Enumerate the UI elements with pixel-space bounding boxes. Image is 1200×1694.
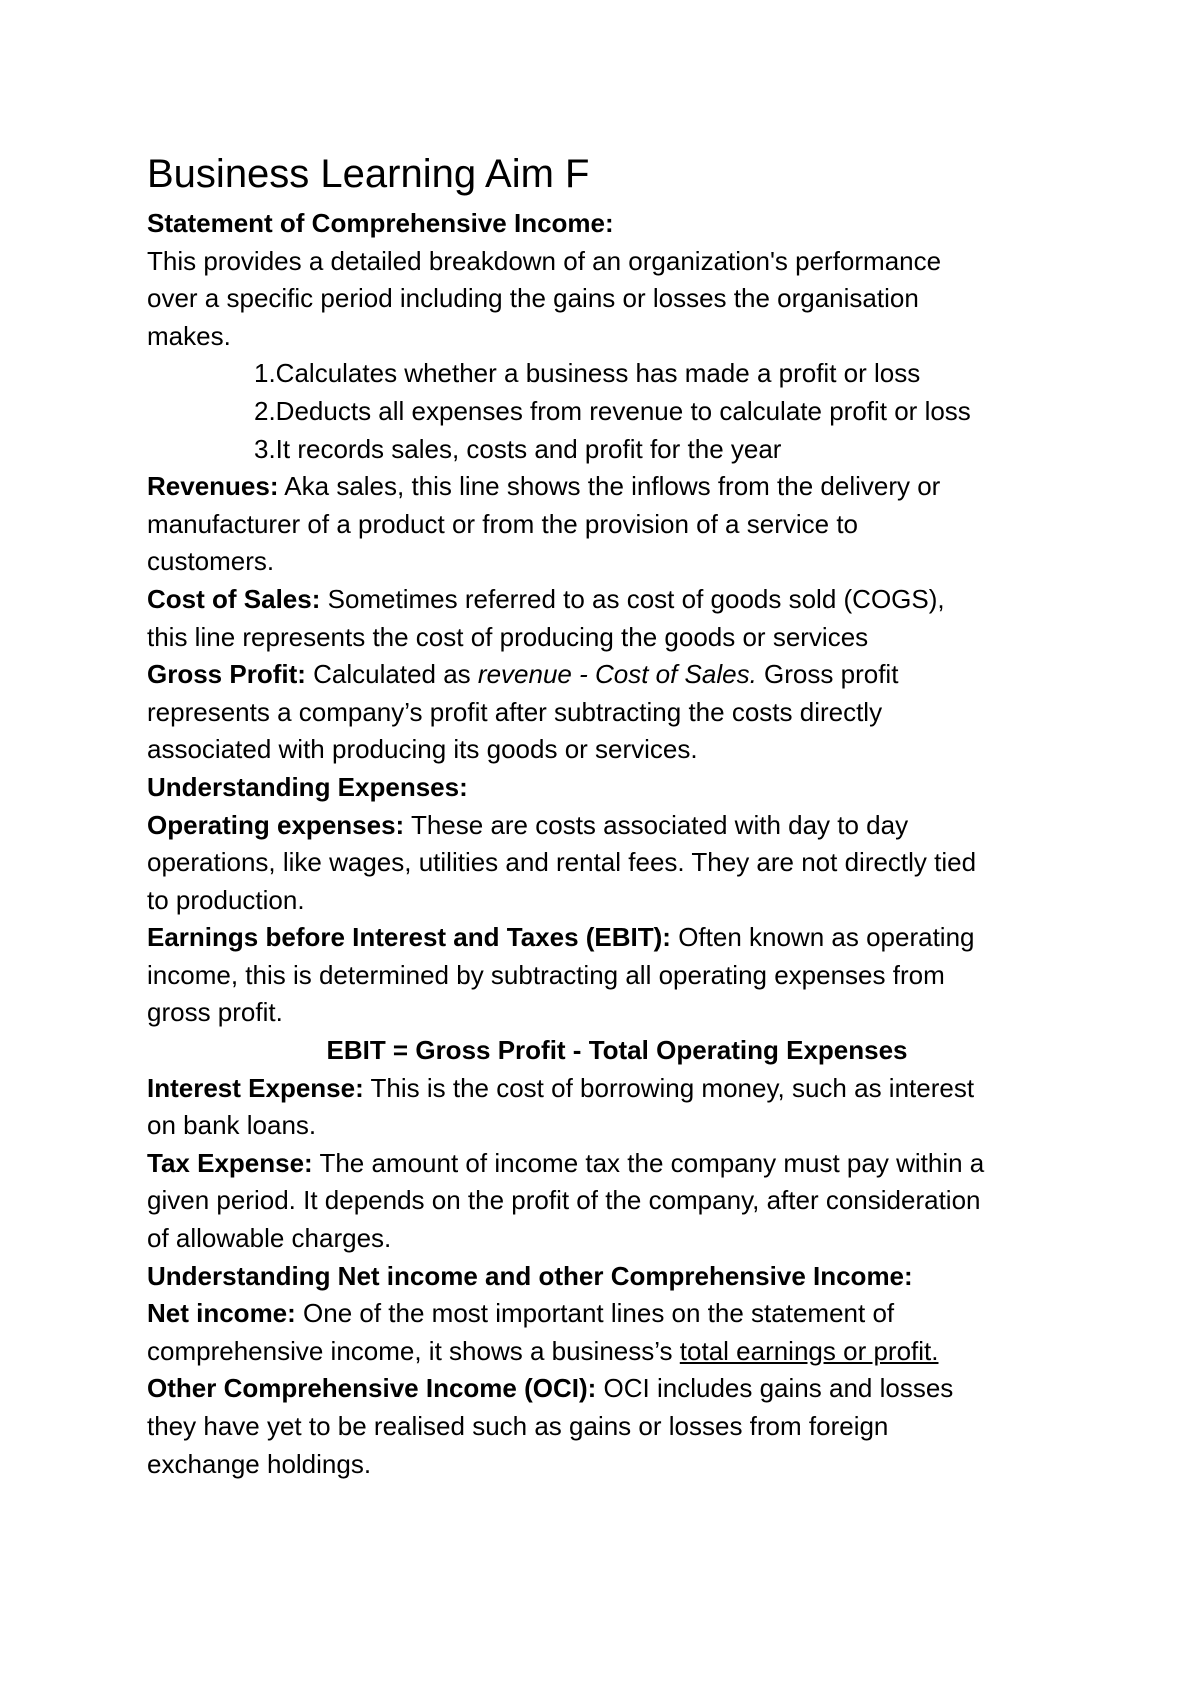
- gross-profit-text: represents a company’s profit after subtracting the costs directly: [147, 696, 883, 727]
- revenues-line: [147, 468, 1087, 506]
- revenues-text: Aka sales, this line shows the inflows from the delivery or: [278, 471, 941, 502]
- operating-expenses-line: [147, 807, 1087, 845]
- soci-desc-line: This provides a detailed breakdown of an organization's performance: [147, 245, 942, 276]
- soci-desc-line: makes.: [147, 320, 231, 351]
- ebit-line: [147, 919, 1087, 957]
- operating-expenses-term: Operating expenses:: [147, 809, 405, 840]
- interest-expense-text: on bank loans.: [147, 1110, 317, 1141]
- net-income-text: One of the most important lines on the statement of: [295, 1298, 895, 1329]
- tax-expense-text: given period. It depends on the profit of the company, after consideration: [147, 1185, 981, 1216]
- gross-profit-text: associated with producing its goods or services.: [147, 734, 698, 765]
- operating-expenses-text: These are costs associated with day to day: [404, 809, 909, 840]
- document-title: Business Learning Aim F: [147, 152, 590, 196]
- operating-expenses-text: to production.: [147, 884, 305, 915]
- soci-point: 1.Calculates whether a business has made a profit or loss: [254, 358, 921, 389]
- gross-profit-line: [147, 656, 1087, 694]
- cost-of-sales-line: [147, 581, 1087, 619]
- interest-expense-line: [147, 1070, 1087, 1108]
- oci-term: Other Comprehensive Income (OCI):: [147, 1373, 597, 1404]
- oci-line: [147, 1370, 1087, 1408]
- gross-profit-text: Gross profit: [756, 659, 899, 690]
- cost-of-sales-text: this line represents the cost of producing the goods or services: [147, 621, 869, 652]
- soci-heading: Statement of Comprehensive Income:: [147, 208, 614, 238]
- ebit-text: income, this is determined by subtracting all operating expenses from: [147, 959, 945, 990]
- tax-expense-text: The amount of income tax the company must pay within a: [312, 1147, 985, 1178]
- gross-profit-text: Calculated as: [305, 659, 478, 690]
- ebit-formula: EBIT = Gross Profit - Total Operating Expenses: [326, 1035, 908, 1066]
- document-page: [147, 150, 1087, 1483]
- cost-of-sales-text: Sometimes referred to as cost of goods sold (COGS),: [320, 583, 945, 614]
- soci-point: 2.Deducts all expenses from revenue to calculate profit or loss: [254, 395, 971, 426]
- net-income-line: [147, 1295, 1087, 1333]
- cost-of-sales-term: Cost of Sales:: [147, 583, 321, 614]
- tax-expense-text: of allowable charges.: [147, 1223, 392, 1254]
- tax-expense-line: [147, 1145, 1087, 1183]
- ebit-text: Often known as operating: [670, 922, 975, 953]
- soci-desc-line: over a specific period including the gains or losses the organisation: [147, 283, 919, 314]
- gross-profit-term: Gross Profit:: [147, 659, 306, 690]
- ebit-text: gross profit.: [147, 997, 283, 1028]
- interest-expense-term: Interest Expense:: [147, 1072, 364, 1103]
- interest-expense-text: This is the cost of borrowing money, such as interest: [363, 1072, 975, 1103]
- soci-point: 3.It records sales, costs and profit for the year: [254, 433, 782, 464]
- net-income-text: comprehensive income, it shows a business’s: [147, 1335, 680, 1366]
- oci-text: exchange holdings.: [147, 1448, 372, 1479]
- gross-profit-formula: revenue - Cost of Sales.: [477, 659, 757, 690]
- net-income-underlined: total earnings or profit.: [679, 1335, 939, 1366]
- oci-text: OCI includes gains and losses: [596, 1373, 954, 1404]
- revenues-text: manufacturer of a product or from the provision of a service to: [147, 508, 859, 539]
- net-income-term: Net income:: [147, 1298, 296, 1329]
- revenues-term: Revenues:: [147, 471, 279, 502]
- expenses-heading: Understanding Expenses:: [147, 771, 468, 802]
- operating-expenses-text: operations, like wages, utilities and rental fees. They are not directly tied: [147, 847, 977, 878]
- tax-expense-term: Tax Expense:: [147, 1147, 313, 1178]
- revenues-text: customers.: [147, 546, 275, 577]
- ebit-term: Earnings before Interest and Taxes (EBIT):: [147, 922, 671, 953]
- net-income-heading: Understanding Net income and other Comprehensive Income:: [147, 1260, 913, 1291]
- net-income-line: [147, 1333, 1087, 1371]
- oci-text: they have yet to be realised such as gains or losses from foreign: [147, 1411, 889, 1441]
